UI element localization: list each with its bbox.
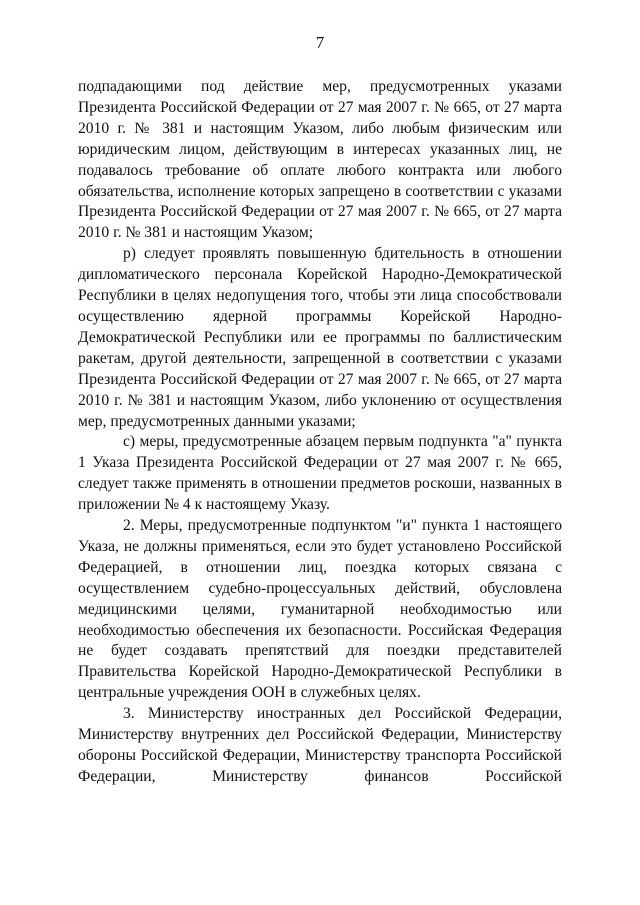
document-body xyxy=(78,77,562,788)
page-number: 7 xyxy=(315,33,325,52)
paragraph-item-2: 2. Меры, предусмотренные подпунктом "и" пункта 1 настоящего Указа, не должны применяться, если это будет установлено Российской Федерацией, в отношении лиц, поездка которых связана с осуществлением судебно-процессуальных действий, обусловлена медицинскими целями, гуманитарной необходимостью или необходимостью обеспечения их безопасности. Российская Федерация не будет создавать препятствий для поездки представителей Правительства Корейской Народно-Демократической Республики в центральные учреждения ООН в служебных целях. xyxy=(78,517,562,702)
paragraph-subitem-r: р) следует проявлять повышенную бдительность в отношении дипломатического персонала Корейской Народно-Демократической Республики в целях недопущения того, чтобы эти лица способствовали осуществлению ядерной программы Корейской Народно-Демократической Республики или ее программы по баллистическим ракетам, другой деятельности, запрещенной в соответствии с указами Президента Российской Федерации от 27 мая 2007 г. № 665, от 27 марта 2010 г. № 381 и настоящим Указом, либо уклонению от осуществления мер, предусмотренных данными указами; xyxy=(78,245,562,430)
paragraph-continuation: подпадающими под действие мер, предусмотренных указами Президента Российской Федерации от 27 мая 2007 г. № 665, от 27 марта 2010 г. № 381 и настоящим Указом, либо любым физическим или юридическим лицом, действующим в интересах указанных лиц, не подавалось требование об оплате любого контракта или любого обязательства, исполнение которых запрещено в соответствии с указами Президента Российской Федерации от 27 мая 2007 г. № 665, от 27 марта 2010 г. № 381 и настоящим Указом; xyxy=(78,78,562,242)
paragraph-item-3: 3. Министерству иностранных дел Российской Федерации, Министерству внутренних дел Российской Федерации, Министерству обороны Российской Федерации, Министерству транспорта Российской Федерации, Министерству финансов Российской xyxy=(78,705,562,785)
paragraph-subitem-s: с) меры, предусмотренные абзацем первым подпункта "а" пункта 1 Указа Президента Российской Федерации от 27 мая 2007 г. № 665, следует также применять в отношении предметов роскоши, названных в приложении № 4 к настоящему Указу. xyxy=(78,433,562,514)
